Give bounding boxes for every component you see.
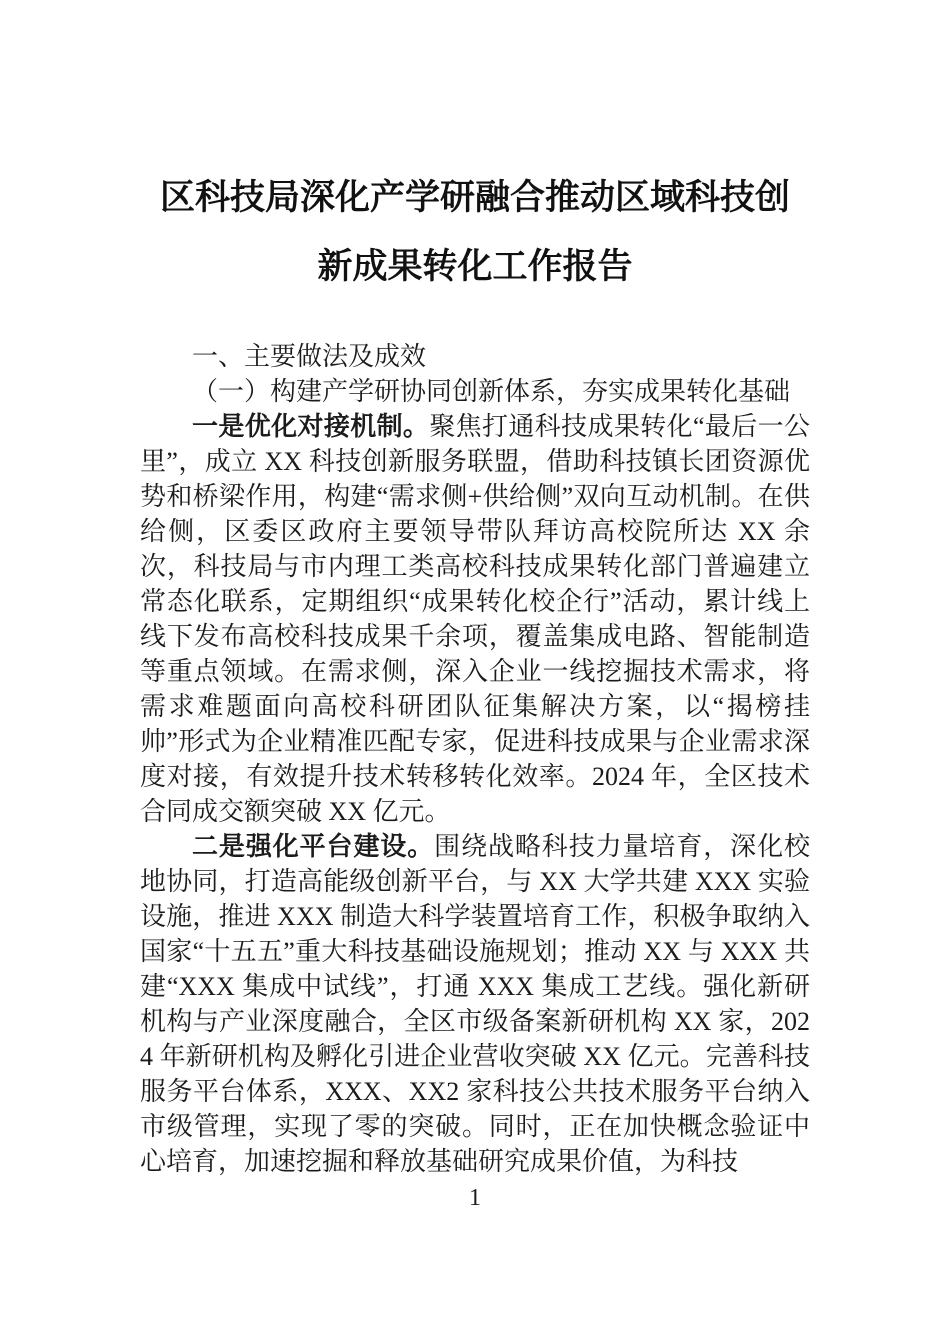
paragraph-1 [140,409,810,829]
paragraph-1-lead: 一是优化对接机制。 [192,412,430,441]
page-number: 1 [469,1185,481,1211]
paragraph-1-text: 聚焦打通科技成果转化“最后一公里”，成立 XX 科技创新服务联盟，借助科技镇长团资源优势和桥梁作用，构建“需求侧+供给侧”双向互动机制。在供给侧，区委区政府主要领导带队拜访高校院所达 XX 余次，科技局与市内理工类高校科技成果转化部门普遍建立常态化联系，定期组织“成果转化校企行”活动，累计线上线下发布高校科技成果千余项，覆盖集成电路、智能制造等重点领域。在需求侧，深入企业一线挖掘技术需求，将需求难题面向高校科研团队征集解决方案，以“揭榜挂帅”形式为企业精准匹配专家，促进科技成果与企业需求深度对接，有效提升技术转移转化效率。2024 年，全区技术合同成交额突破 XX 亿元。 [140,412,810,826]
paragraph-2-lead: 二是强化平台建设。 [192,832,435,861]
subsection-heading: （一）构建产学研协同创新体系，夯实成果转化基础 [192,377,791,406]
paragraph-2 [140,829,810,1179]
paragraph-2-text: 围绕战略科技力量培育，深化校地协同，打造高能级创新平台，与 XX 大学共建 XXX 实验设施，推进 XXX 制造大科学装置培育工作，积极争取纳入国家“十五五”重大科技基础设施规划；推动 XX 与 XXX 共建“XXX 集成中试线”，打通 XXX 集成工艺线。强化新研机构与产业深度融合，全区市级备案新研机构 XX 家，2024 年新研机构及孵化引进企业营收突破 XX 亿元。完善科技服务平台体系，XXX、XX2 家科技公共技术服务平台纳入市级管理，实现了零的突破。同时，正在加快概念验证中心培育，加速挖掘和释放基础研究成果价值，为科技 [140,832,810,1176]
section-heading: 一、主要做法及成效 [192,342,427,371]
document-body [140,339,810,1179]
title-line-2: 新成果转化工作报告 [317,247,633,286]
document-title [140,163,810,301]
title-line-1: 区科技局深化产学研融合推动区域科技创 [159,178,790,217]
